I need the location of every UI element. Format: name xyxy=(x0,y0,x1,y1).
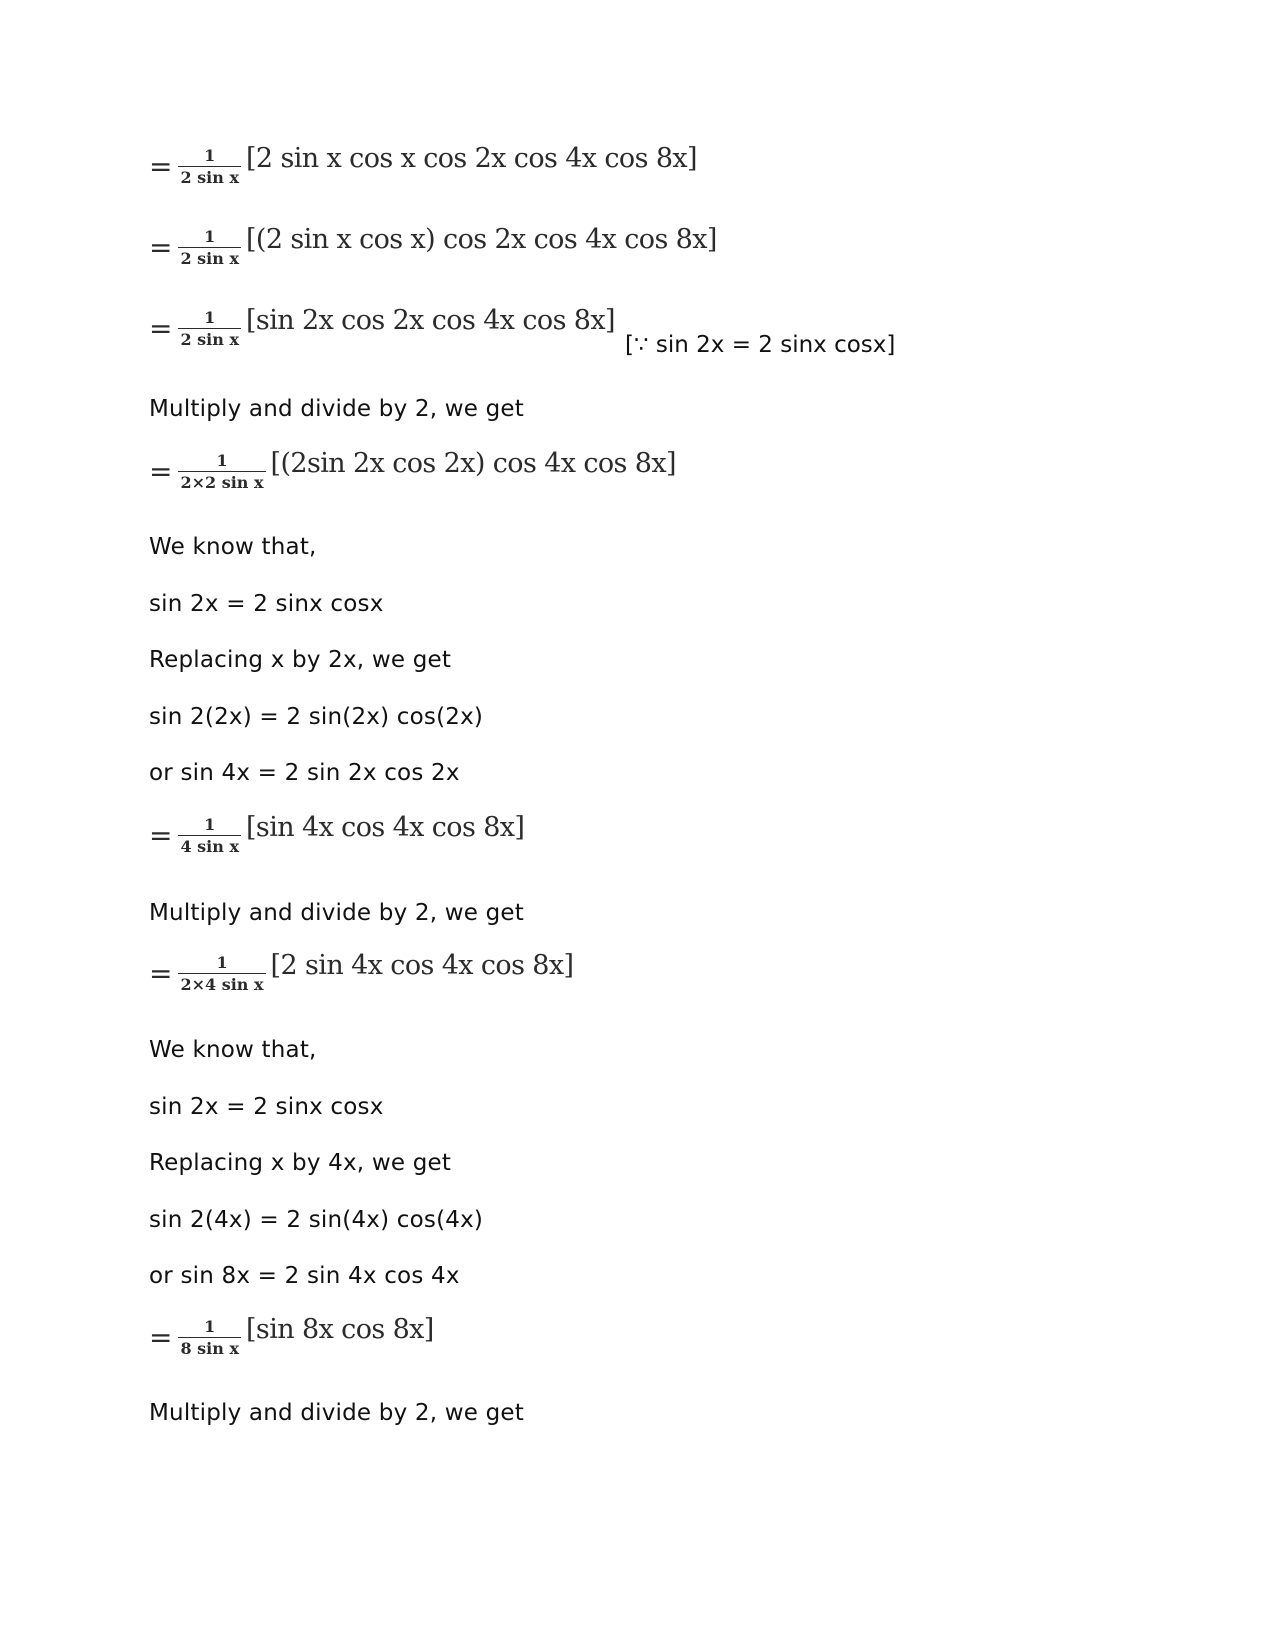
bracket-expression: [2 sin 4x cos 4x cos 8x] xyxy=(270,949,574,981)
fraction-numerator: 1 xyxy=(204,227,216,246)
text-line: Multiply and divide by 2, we get xyxy=(149,1400,524,1426)
bracket-expression: [sin 4x cos 4x cos 8x] xyxy=(246,811,525,843)
fraction xyxy=(178,229,241,267)
text-line: sin 2x = 2 sinx cosx xyxy=(149,1094,384,1120)
fraction-numerator: 1 xyxy=(204,146,216,165)
equation-line-4 xyxy=(149,447,676,492)
fraction xyxy=(178,817,241,855)
fraction xyxy=(178,955,265,993)
fraction-numerator: 1 xyxy=(204,815,216,834)
equation-line-5 xyxy=(149,811,525,856)
equals-sign: = xyxy=(149,455,173,488)
fraction-denominator: 2 sin x xyxy=(180,249,239,268)
text-line: We know that, xyxy=(149,534,317,560)
fraction xyxy=(178,1319,241,1357)
equals-sign: = xyxy=(149,1321,173,1354)
equation-line-7 xyxy=(149,1313,434,1358)
text-line: sin 2(2x) = 2 sin(2x) cos(2x) xyxy=(149,704,484,730)
fraction xyxy=(178,310,241,348)
text-line: Multiply and divide by 2, we get xyxy=(149,900,524,926)
fraction-denominator: 2 sin x xyxy=(180,168,239,187)
equals-sign: = xyxy=(149,957,173,990)
text-line: or sin 4x = 2 sin 2x cos 2x xyxy=(149,760,460,786)
equation-line-2 xyxy=(149,223,717,268)
fraction-numerator: 1 xyxy=(216,451,228,470)
equals-sign: = xyxy=(149,819,173,852)
text-line: Replacing x by 2x, we get xyxy=(149,647,452,673)
fraction-denominator: 4 sin x xyxy=(180,837,239,856)
text-line: Multiply and divide by 2, we get xyxy=(149,396,524,422)
equation-line-3 xyxy=(149,304,896,358)
fraction xyxy=(178,453,265,491)
bracket-expression: [sin 2x cos 2x cos 4x cos 8x] xyxy=(246,304,615,336)
fraction-denominator: 2×4 sin x xyxy=(180,975,264,994)
fraction xyxy=(178,148,241,186)
equals-sign: = xyxy=(149,150,173,183)
text-line: sin 2x = 2 sinx cosx xyxy=(149,591,384,617)
bracket-expression: [sin 8x cos 8x] xyxy=(246,1313,434,1345)
fraction-numerator: 1 xyxy=(216,953,228,972)
fraction-denominator: 2×2 sin x xyxy=(180,473,264,492)
fraction-numerator: 1 xyxy=(204,308,216,327)
text-line: Replacing x by 4x, we get xyxy=(149,1150,452,1176)
fraction-denominator: 8 sin x xyxy=(180,1339,239,1358)
equals-sign: = xyxy=(149,231,173,264)
bracket-expression: [(2 sin x cos x) cos 2x cos 4x cos 8x] xyxy=(246,223,717,255)
fraction-numerator: 1 xyxy=(204,1317,216,1336)
text-line: or sin 8x = 2 sin 4x cos 4x xyxy=(149,1263,460,1289)
equals-sign: = xyxy=(149,312,173,345)
fraction-denominator: 2 sin x xyxy=(180,330,239,349)
identity-note: [∵ sin 2x = 2 sinx cosx] xyxy=(624,332,896,358)
text-line: We know that, xyxy=(149,1037,317,1063)
text-line: sin 2(4x) = 2 sin(4x) cos(4x) xyxy=(149,1207,484,1233)
equation-line-6 xyxy=(149,949,574,994)
bracket-expression: [2 sin x cos x cos 2x cos 4x cos 8x] xyxy=(246,142,697,174)
bracket-expression: [(2sin 2x cos 2x) cos 4x cos 8x] xyxy=(270,447,676,479)
equation-line-1 xyxy=(149,142,697,187)
